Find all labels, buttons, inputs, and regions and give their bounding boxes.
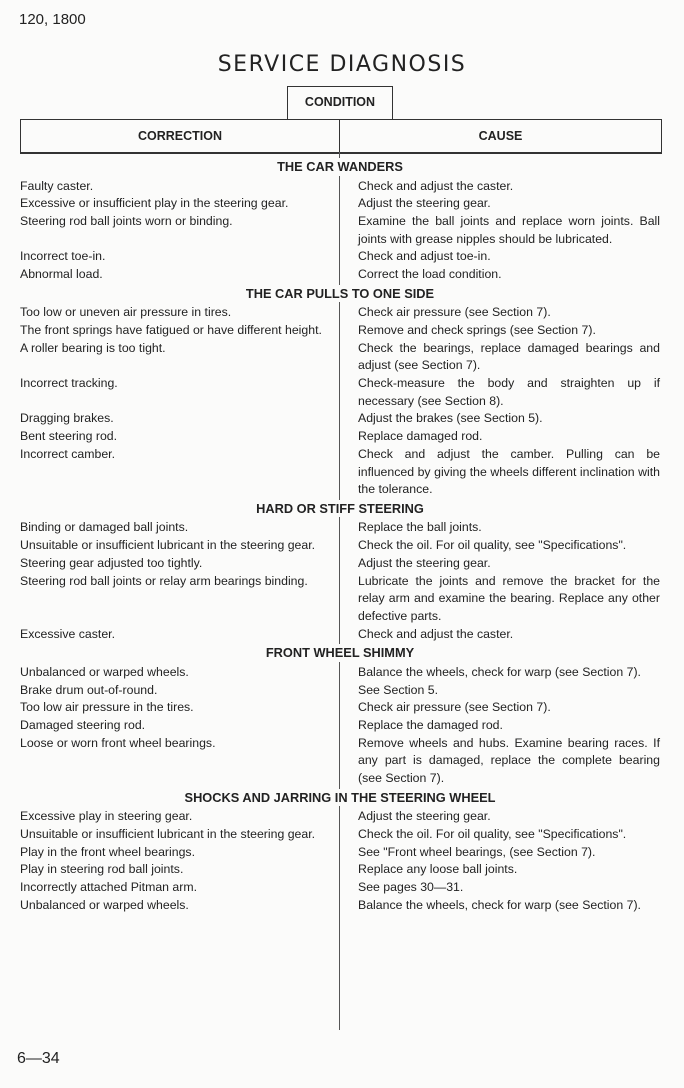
page-title: SERVICE DIAGNOSIS [217, 52, 467, 77]
cause-text: See "Front wheel bearings, (see Section 7). [358, 844, 596, 859]
cause-text: Adjust the steering gear. [358, 555, 491, 570]
cause-text: Balance the wheels, check for warp (see Section 7). [358, 664, 641, 679]
condition-text: Steering rod ball joints worn or binding. [20, 213, 233, 228]
table-row [20, 519, 660, 537]
condition-text: The front springs have fatigued or have different height. [20, 322, 322, 337]
table-row [20, 446, 660, 499]
table-row [20, 664, 660, 682]
condition-text: Play in the front wheel bearings. [20, 844, 195, 859]
section [20, 285, 660, 499]
table-row [20, 844, 660, 862]
table-row [20, 304, 660, 322]
cause-text: Check-measure the body and straighten up if necessary (see Section 8). [358, 376, 660, 408]
section-title: FRONT WHEEL SHIMMY [20, 644, 660, 662]
condition-text: Unsuitable or insufficient lubricant in the steering gear. [20, 827, 316, 841]
table-row [20, 861, 660, 879]
cause-text: See pages 30—31. [358, 880, 464, 895]
condition-text: Excessive or insufficient play in the steering gear. [20, 196, 289, 211]
condition-text: A roller bearing is too tight. [20, 340, 166, 355]
cause-text: Remove wheels and hubs. Examine bearing races. If any part is damaged, replace the complete bearing (see Section 7). [358, 735, 660, 786]
cause-text: Adjust the steering gear. [358, 196, 491, 211]
condition-text: Incorrect tracking. [20, 376, 118, 391]
cause-text: Examine the ball joints and replace worn joints. Ball joints with grease nipples should be lubricated. [358, 213, 660, 246]
condition-text: Excessive caster. [20, 626, 115, 641]
table-row [20, 375, 660, 410]
cause-text: Replace any loose ball joints. [358, 862, 518, 877]
cause-text: Check and adjust the caster. [358, 178, 514, 193]
cause-text: Replace the ball joints. [358, 520, 482, 535]
table-row [20, 717, 660, 735]
condition-text: Unsuitable or insufficient lubricant in the steering gear. [20, 538, 316, 553]
cause-text: Check and adjust the camber. Pulling can be influenced by giving the wheels different inclination with the tolerance. [358, 446, 660, 497]
condition-text: Too low air pressure in the tires. [20, 700, 194, 715]
table-row [20, 410, 660, 428]
cause-text: Check the bearings, replace damaged bearings and adjust (see Section 7). [358, 340, 660, 373]
section-title: SHOCKS AND JARRING IN THE STEERING WHEEL [20, 789, 660, 807]
cause-text: Adjust the brakes (see Section 5). [358, 411, 543, 426]
table-row [20, 195, 660, 213]
table-row [20, 537, 660, 555]
cause-text: Remove and check springs (see Section 7). [358, 322, 596, 337]
table-row [20, 555, 660, 573]
cause-text: Check and adjust toe-in. [358, 249, 491, 264]
cause-header: CAUSE [478, 129, 523, 143]
condition-text: Unbalanced or warped wheels. [20, 664, 189, 679]
model-label: 120, 1800 [19, 11, 86, 28]
cause-text: Replace damaged rod. [358, 429, 483, 444]
section-title: THE CAR WANDERS [20, 158, 660, 176]
condition-text: Bent steering rod. [20, 429, 118, 444]
condition-text: Faulty caster. [20, 178, 94, 193]
condition-text: Loose or worn front wheel bearings. [20, 735, 216, 750]
cause-text: Check the oil. For oil quality, see "Specifications". [358, 827, 627, 841]
page-number: 6—34 [17, 1050, 60, 1067]
cause-text: See Section 5. [358, 682, 438, 697]
condition-text: Play in steering rod ball joints. [20, 862, 184, 877]
correction-header: CORRECTION [21, 120, 340, 152]
condition-text: Abnormal load. [20, 267, 103, 282]
condition-text: Incorrectly attached Pitman arm. [20, 880, 198, 895]
cause-text: Check and adjust the caster. [358, 626, 514, 641]
section-title: HARD OR STIFF STEERING [20, 500, 660, 518]
cause-text: Balance the wheels, check for warp (see Section 7). [358, 897, 641, 912]
cause-text: Check air pressure (see Section 7). [358, 700, 551, 715]
table-row [20, 573, 660, 626]
table-row [20, 248, 660, 266]
cause-text: Lubricate the joints and remove the bracket for the relay arm and examine the bearing. Replace any other defective parts. [358, 573, 660, 623]
table-row [20, 178, 660, 196]
condition-text: Brake drum out-of-round. [20, 682, 158, 697]
table-row [20, 213, 660, 248]
section [20, 644, 660, 787]
table-row [20, 735, 660, 788]
cause-text: Replace the damaged rod. [358, 717, 503, 732]
condition-text: Binding or damaged ball joints. [20, 520, 189, 535]
condition-text: Excessive play in steering gear. [20, 809, 193, 824]
section [20, 789, 660, 915]
cause-text: Check air pressure (see Section 7). [358, 305, 551, 320]
table-row [20, 879, 660, 897]
cause-text: Correct the load condition. [358, 267, 502, 282]
diagnosis-table [20, 157, 660, 915]
condition-text: Incorrect toe-in. [20, 249, 106, 264]
condition-text: Steering gear adjusted too tightly. [20, 555, 203, 570]
cause-text: Check the oil. For oil quality, see "Specifications". [358, 538, 627, 553]
table-row [20, 266, 660, 284]
table-row [20, 808, 660, 826]
cause-text: Adjust the steering gear. [358, 809, 491, 824]
condition-header: CONDITION [287, 86, 393, 119]
table-row [20, 428, 660, 446]
section [20, 158, 660, 284]
table-header [20, 119, 662, 154]
condition-text: Unbalanced or warped wheels. [20, 897, 189, 912]
table-row [20, 699, 660, 717]
table-row [20, 626, 660, 644]
section-title: THE CAR PULLS TO ONE SIDE [20, 285, 660, 303]
table-row [20, 826, 660, 844]
condition-text: Incorrect camber. [20, 446, 115, 461]
condition-text: Too low or uneven air pressure in tires. [20, 305, 232, 320]
table-row [20, 897, 660, 915]
condition-text: Damaged steering rod. [20, 717, 146, 732]
condition-text: Dragging brakes. [20, 411, 114, 426]
table-row [20, 340, 660, 375]
condition-text: Steering rod ball joints or relay arm bearings binding. [20, 573, 308, 588]
table-row [20, 682, 660, 700]
section [20, 500, 660, 643]
table-row [20, 322, 660, 340]
